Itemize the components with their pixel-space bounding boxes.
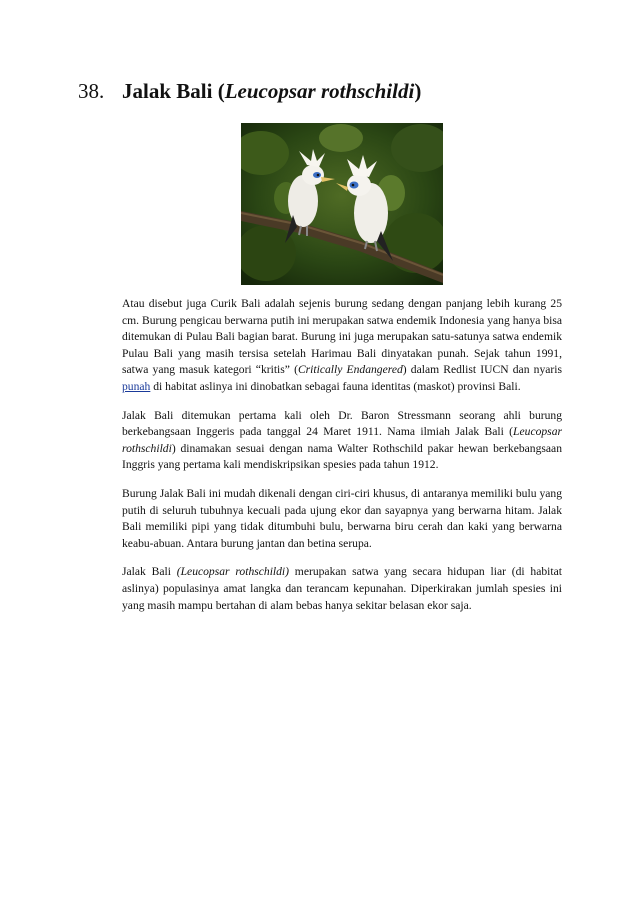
p2-text-b: ) dinamakan sesuai dengan nama Walter Rothschild pakar hewan berkebangsaan Inggris yang pertama kali mendiskripsikan spesies pada tahun 1912. <box>122 441 562 472</box>
article-body <box>122 296 562 626</box>
heading-title: Jalak Bali <box>122 79 213 103</box>
p3-text: Burung Jalak Bali ini mudah dikenali dengan ciri-ciri khusus, di antaranya memiliki bulu yang putih di seluruh tubuhnya kecuali pada ujung ekor dan sayapnya yang berwarna hitam. Jalak Bali memiliki pipi yang tidak ditumbuhi bulu, berwarna biru cerah dan kaki yang berwarna keabu-abuan. Antara burung jantan dan betina serupa. <box>122 486 562 550</box>
p4-italic: (Leucopsar rothschildi) <box>176 565 290 579</box>
paragraph-2 <box>122 408 562 474</box>
heading-scientific-name: Leucopsar rothschildi <box>224 79 415 103</box>
heading-open-paren: ( <box>212 79 225 103</box>
p1-text-a: Atau disebut juga Curik Bali adalah sejenis burung sedang dengan panjang lebih kurang 25 cm. Burung pengicau berwarna putih ini merupakan satwa endemik Indonesia yang hanya bisa ditemukan di Pulau Bali bagian barat. Burung ini juga merupakan satu-satunya satwa endemik Pulau Bali yang masih tersisa setelah Harimau Bali dinyatakan punah. Sejak tahun 1991, satwa yang masuk kategori “kritis” ( <box>122 297 562 377</box>
p1-text-c: di habitat aslinya ini dinobatkan sebagai fauna identitas (maskot) provinsi Bali. <box>150 379 521 393</box>
p2-text-a: Jalak Bali ditemukan pertama kali oleh Dr. Baron Stressmann seorang ahli burung berkebangsaan Inggeris pada tanggal 24 Maret 1911. Nama ilmiah Jalak Bali ( <box>122 408 562 439</box>
paragraph-1 <box>122 296 562 396</box>
paragraph-3 <box>122 486 562 552</box>
p2-italic: Leucopsar rothschildi <box>122 425 562 455</box>
page-heading <box>78 78 421 104</box>
jalak-bali-birds-icon <box>241 123 443 285</box>
paragraph-4 <box>122 564 562 614</box>
p1-text-b: ) dalam Redlist IUCN dan nyaris <box>402 363 562 377</box>
jalak-bali-photo <box>241 123 443 285</box>
heading-close-paren: ) <box>414 79 422 103</box>
p1-italic: Critically Endangered <box>297 363 403 377</box>
punah-link[interactable]: punah <box>122 379 151 393</box>
heading-number: 38. <box>78 79 105 103</box>
p4-text-b: merupakan satwa yang secara hidupan liar (di habitat aslinya) populasinya amat langka dan terancam kepunahan. Diperkirakan jumlah spesies ini yang masih mampu bertahan di alam bebas hanya sekitar belasan ekor saja. <box>122 565 562 612</box>
p4-text-a: Jalak Bali <box>122 565 177 579</box>
